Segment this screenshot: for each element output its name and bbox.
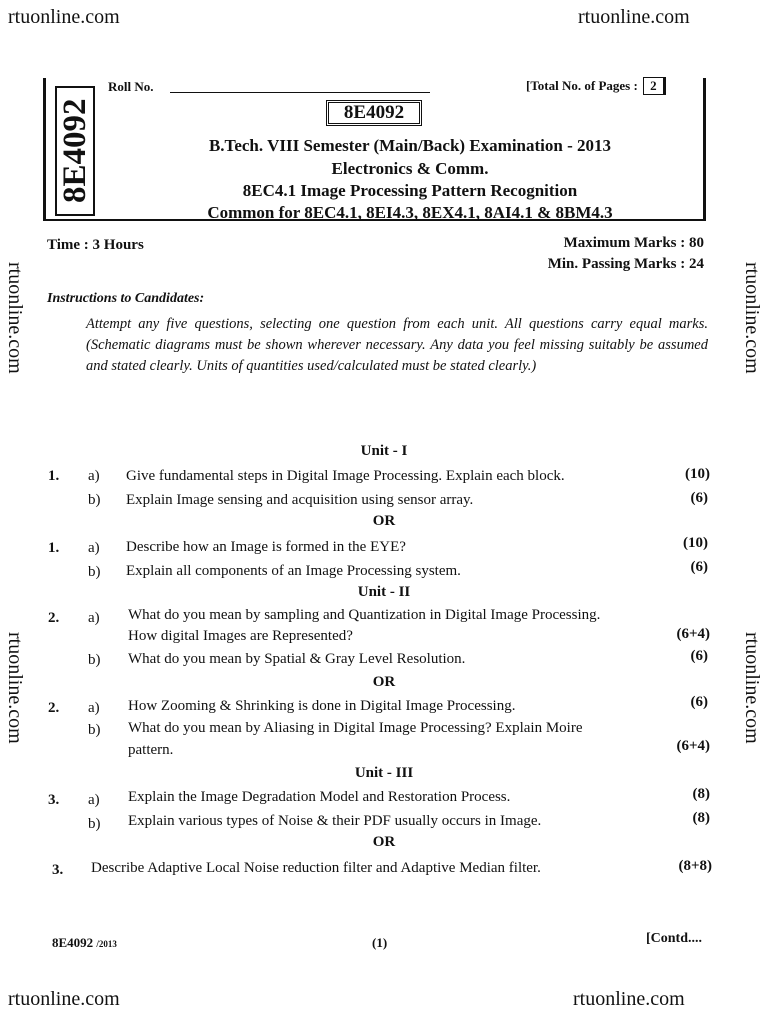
question-part: b) — [88, 722, 101, 738]
watermark-side-left-2: rtuonline.com — [4, 632, 26, 744]
question-part: b) — [88, 816, 101, 832]
roll-no-line — [170, 92, 430, 93]
footer-page-number: (1) — [372, 935, 388, 950]
watermark-side-right-1: rtuonline.com — [741, 262, 763, 374]
question-marks: (6+4) — [676, 738, 710, 754]
question-text: What do you mean by Spatial & Gray Level Resolution. — [128, 651, 466, 667]
watermark-top-right: rtuonline.com — [578, 6, 690, 28]
watermark-side-right-2: rtuonline.com — [741, 632, 763, 744]
question-part: a) — [88, 540, 100, 556]
question-number: 2. — [48, 700, 60, 716]
question-part: a) — [88, 700, 100, 716]
watermark-bottom-right: rtuonline.com — [573, 988, 685, 1010]
question-text: Explain the Image Degradation Model and Restoration Process. — [128, 789, 511, 805]
footer-code — [52, 935, 117, 951]
question-marks: (8+8) — [678, 858, 712, 874]
question-marks: (10) — [683, 535, 708, 551]
or-divider: OR — [372, 834, 396, 850]
question-text: Give fundamental steps in Digital Image Processing. Explain each block. — [126, 468, 565, 484]
subject-title: 8EC4.1 Image Processing Pattern Recognition — [242, 181, 578, 200]
question-text-continued: How digital Images are Represented? — [128, 628, 353, 644]
question-number: 3. — [52, 862, 64, 878]
question-text: Describe Adaptive Local Noise reduction filter and Adaptive Median filter. — [91, 860, 541, 876]
question-marks: (6+4) — [676, 626, 710, 642]
common-for-title: Common for 8EC4.1, 8EI4.3, 8EX4.1, 8AI4.1 & 8BM4.3 — [207, 203, 613, 222]
total-pages — [526, 77, 666, 95]
question-text: Explain Image sensing and acquisition using sensor array. — [126, 492, 474, 508]
question-number: 1. — [48, 468, 60, 484]
question-number: 2. — [48, 610, 60, 626]
exam-title: B.Tech. VIII Semester (Main/Back) Examination - 2013 — [208, 136, 612, 155]
question-number: 3. — [48, 792, 60, 808]
question-marks: (10) — [685, 466, 710, 482]
question-part: a) — [88, 792, 100, 808]
watermark-side-left-1: rtuonline.com — [4, 262, 26, 374]
footer-contd: [Contd.... — [646, 931, 703, 946]
maximum-marks: Maximum Marks : 80 — [563, 235, 704, 251]
question-text-continued: pattern. — [128, 742, 174, 758]
question-marks: (6) — [690, 490, 708, 506]
vertical-paper-code: 8E4092 — [57, 98, 93, 204]
question-text: What do you mean by sampling and Quantization in Digital Image Processing. — [128, 607, 601, 623]
paper-code: 8E4092 — [326, 100, 422, 126]
or-divider: OR — [372, 674, 396, 690]
instructions-heading: Instructions to Candidates: — [47, 291, 205, 306]
time-label: Time : 3 Hours — [47, 237, 144, 253]
question-part: b) — [88, 492, 101, 508]
question-marks: (8) — [692, 786, 710, 802]
footer-year: /2013 — [96, 939, 117, 949]
question-part: a) — [88, 610, 100, 626]
branch-title: Electronics & Comm. — [331, 159, 489, 178]
question-text: Explain various types of Noise & their PDF usually occurs in Image. — [128, 813, 542, 829]
unit-heading-2: Unit - II — [357, 584, 411, 600]
instructions-text: Attempt any five questions, selecting one question from each unit. All questions carry equal marks. (Schematic diagrams must be shown wherever necessary. Any data you feel missing suitably be assumed and stated clearly. Units of quantities used/calculated must be stated clearly.) — [86, 316, 708, 374]
unit-heading-3: Unit - III — [354, 765, 414, 781]
or-divider: OR — [372, 513, 396, 529]
min-passing-marks: Min. Passing Marks : 24 — [547, 256, 704, 272]
question-number: 1. — [48, 540, 60, 556]
total-pages-label: [Total No. of Pages : — [526, 78, 638, 93]
question-part: a) — [88, 468, 100, 484]
question-marks: (6) — [690, 648, 708, 664]
watermark-top-left: rtuonline.com — [8, 6, 120, 28]
question-part: b) — [88, 564, 101, 580]
question-text: How Zooming & Shrinking is done in Digital Image Processing. — [128, 698, 516, 714]
watermark-bottom-left: rtuonline.com — [8, 988, 120, 1010]
total-pages-value: 2 — [643, 77, 666, 95]
footer-paper-code: 8E4092 — [52, 935, 94, 950]
question-text: Explain all components of an Image Processing system. — [126, 563, 461, 579]
question-marks: (6) — [690, 559, 708, 575]
question-marks: (8) — [692, 810, 710, 826]
question-text: Describe how an Image is formed in the EYE? — [126, 539, 406, 555]
question-marks: (6) — [690, 694, 708, 710]
roll-no-label: Roll No. — [108, 79, 154, 94]
unit-heading-1: Unit - I — [360, 443, 408, 459]
question-text: What do you mean by Aliasing in Digital Image Processing? Explain Moire — [128, 720, 583, 736]
question-part: b) — [88, 652, 101, 668]
